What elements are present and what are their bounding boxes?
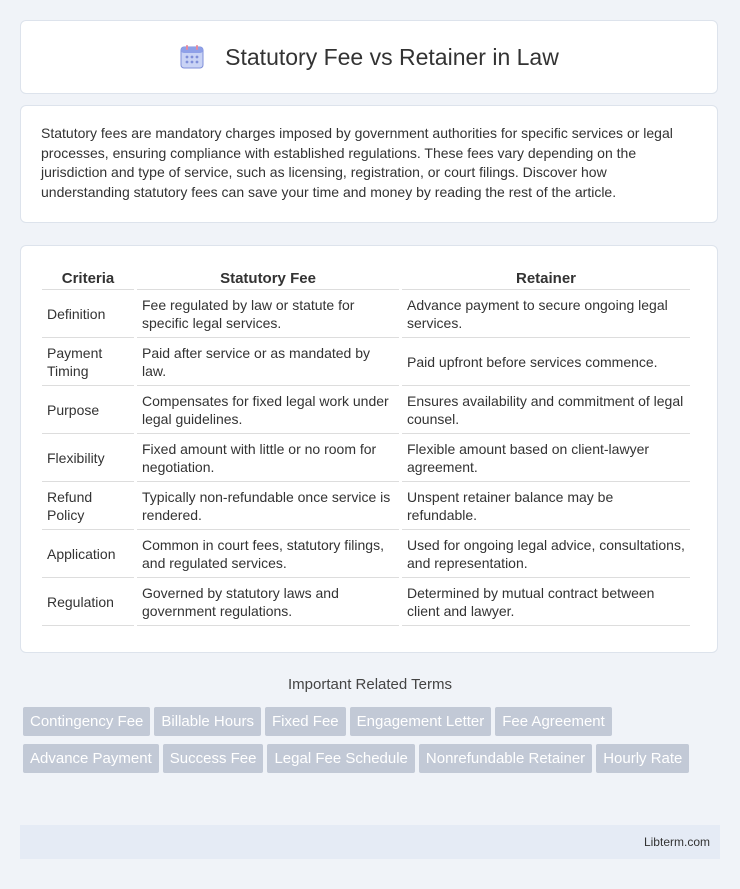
cell-retainer: Flexible amount based on client-lawyer agreement. [402, 434, 690, 482]
related-term-tag[interactable]: Hourly Rate [596, 744, 689, 773]
page-title: Statutory Fee vs Retainer in Law [225, 43, 559, 70]
cell-criteria: Refund Policy [42, 482, 134, 530]
intro-text: Statutory fees are mandatory charges imposed by government authorities for specific services or legal processes, ensuring compliance with established regulations. These fees vary depending on the jurisdiction and type of service, such as licensing, registration, or court filings. Discover how understanding statutory fees can save your time and money by reading the rest of the article. [41, 125, 673, 200]
cell-statutory-fee: Fixed amount with little or no room for negotiation. [137, 434, 399, 482]
cell-retainer: Advance payment to secure ongoing legal services. [402, 290, 690, 338]
footer-site[interactable]: Libterm.com [643, 835, 710, 849]
table-row [42, 578, 690, 626]
cell-retainer: Determined by mutual contract between client and lawyer. [402, 578, 690, 626]
related-term-tag[interactable]: Fixed Fee [265, 707, 346, 736]
related-term-tag[interactable]: Engagement Letter [350, 707, 492, 736]
table-row [42, 434, 690, 482]
table-row [42, 482, 690, 530]
table-row [42, 386, 690, 434]
related-term-tag[interactable]: Billable Hours [154, 707, 261, 736]
related-terms-title: Important Related Terms [288, 676, 452, 693]
related-term-tag[interactable]: Success Fee [163, 744, 264, 773]
related-term-tag[interactable]: Contingency Fee [23, 707, 150, 736]
cell-statutory-fee: Fee regulated by law or statute for specific legal services. [137, 290, 399, 338]
cell-retainer: Ensures availability and commitment of legal counsel. [402, 386, 690, 434]
cell-criteria: Flexibility [42, 434, 134, 482]
table-header-row [42, 267, 690, 290]
header-retainer: Retainer [402, 267, 690, 290]
cell-statutory-fee: Paid after service or as mandated by law. [137, 338, 399, 386]
calendar-icon [179, 44, 205, 70]
table-row [42, 530, 690, 578]
cell-retainer: Used for ongoing legal advice, consultations, and representation. [402, 530, 690, 578]
related-term-tag[interactable]: Nonrefundable Retainer [419, 744, 592, 773]
cell-criteria: Regulation [42, 578, 134, 626]
cell-retainer: Paid upfront before services commence. [402, 338, 690, 386]
title-card [20, 20, 718, 94]
table-row [42, 338, 690, 386]
cell-statutory-fee: Common in court fees, statutory filings, and regulated services. [137, 530, 399, 578]
table-row [42, 290, 690, 338]
cell-criteria: Payment Timing [42, 338, 134, 386]
comparison-table-card [20, 245, 718, 653]
cell-retainer: Unspent retainer balance may be refundable. [402, 482, 690, 530]
header-statutory-fee: Statutory Fee [137, 267, 399, 290]
intro-card [20, 105, 718, 223]
cell-statutory-fee: Governed by statutory laws and government regulations. [137, 578, 399, 626]
cell-criteria: Application [42, 530, 134, 578]
cell-statutory-fee: Typically non-refundable once service is rendered. [137, 482, 399, 530]
related-term-tag[interactable]: Advance Payment [23, 744, 159, 773]
cell-statutory-fee: Compensates for fixed legal work under legal guidelines. [137, 386, 399, 434]
comparison-table [39, 267, 693, 626]
cell-criteria: Purpose [42, 386, 134, 434]
header-criteria: Criteria [42, 267, 134, 290]
related-terms-list [23, 707, 723, 781]
cell-criteria: Definition [42, 290, 134, 338]
related-term-tag[interactable]: Legal Fee Schedule [267, 744, 414, 773]
footer [20, 825, 720, 859]
related-term-tag[interactable]: Fee Agreement [495, 707, 612, 736]
